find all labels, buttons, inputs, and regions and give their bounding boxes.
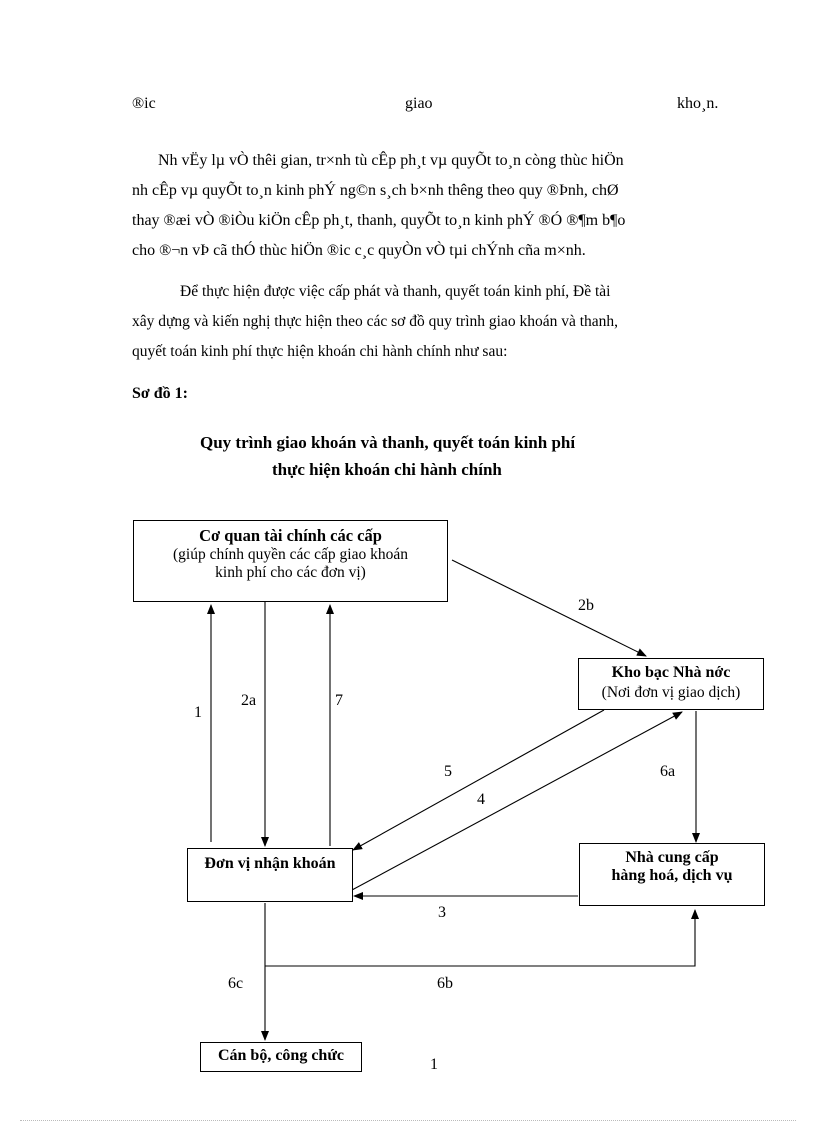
arrow-label-6a: 6a [660, 763, 676, 780]
diagram-label: Sơ đồ 1: [132, 385, 188, 402]
header-word-right: kho¸n. [677, 95, 719, 112]
paragraph-1-line: nh cÊp vµ quyÕt to¸n kinh phÝ ng©n s¸ch b×nh thêng theo quy ®Þnh, chØ [132, 182, 619, 199]
supplier-box [579, 843, 765, 906]
arrow-label-6b: 6b [437, 975, 453, 992]
arrow-label-1: 1 [194, 704, 202, 721]
header-word-middle: giao [405, 95, 433, 112]
supplier-title: Nhà cung cấp [625, 849, 719, 866]
header-word-left: ®ic [132, 95, 156, 112]
arrow-label-6c: 6c [228, 975, 244, 992]
paragraph-1-line: thay ®æi vÒ ®iÒu kiÖn cÊp ph¸t, thanh, quyÕt to¸n kinh phÝ ®Ó ®¶m b¶o [132, 212, 626, 229]
finance-agency-title: Cơ quan tài chính các cấp [199, 526, 382, 545]
state-treasury-desc: (Nơi đơn vị giao dịch) [601, 684, 741, 701]
arrow-label-2a: 2a [241, 692, 257, 709]
arrow-2b [452, 560, 646, 656]
arrow-5 [353, 710, 604, 850]
finance-agency-desc-1: (giúp chính quyền các cấp giao khoán [173, 546, 408, 563]
arrow-label-4: 4 [477, 791, 485, 808]
diagram-title-line-2: thực hiện khoán chi hành chính [272, 460, 502, 479]
supplier-desc: hàng hoá, dịch vụ [611, 867, 733, 884]
state-treasury-title: Kho bạc Nhà nớc [611, 664, 731, 681]
diagram-title-line-1: Quy trình giao khoán và thanh, quyết toán kinh phí [200, 433, 576, 452]
arrow-label-3: 3 [438, 904, 446, 921]
state-treasury-box [578, 658, 764, 710]
arrow-label-7: 7 [335, 692, 343, 709]
arrow-label-2b: 2b [578, 597, 594, 614]
page-bottom-divider [20, 1120, 796, 1121]
civil-servants-title: Cán bộ, công chức [217, 1047, 345, 1064]
contracted-unit-title: Đơn vị nhận khoán [204, 855, 336, 872]
contracted-unit-box [187, 848, 353, 902]
civil-servants-box [200, 1042, 362, 1072]
paragraph-2-line: xây dựng và kiến nghị thực hiện theo các sơ đồ quy trình giao khoán và thanh, [132, 313, 619, 330]
paragraph-2-line: quyết toán kinh phí thực hiện khoán chi hành chính như sau: [132, 343, 508, 360]
paragraph-1-line: Nh vËy lµ vÒ thêi gian, tr×nh tù cÊp ph¸t vµ quyÕt to¸n còng thùc hiÖn [158, 152, 624, 169]
paragraph-2-line: Để thực hiện được việc cấp phát và thanh, quyết toán kinh phí, Đề tài [180, 283, 611, 300]
arrow-6b [265, 910, 695, 966]
arrow-label-5: 5 [444, 763, 452, 780]
finance-agency-desc-2: kinh phí cho các đơn vị) [215, 564, 366, 581]
finance-agency-box [133, 520, 448, 602]
paragraph-1-line: cho ®¬n vÞ cã thÓ thùc hiÖn ®ic c¸c quyÒn vÒ tµi chÝnh cña m×nh. [132, 242, 586, 259]
page-number: 1 [430, 1056, 438, 1073]
